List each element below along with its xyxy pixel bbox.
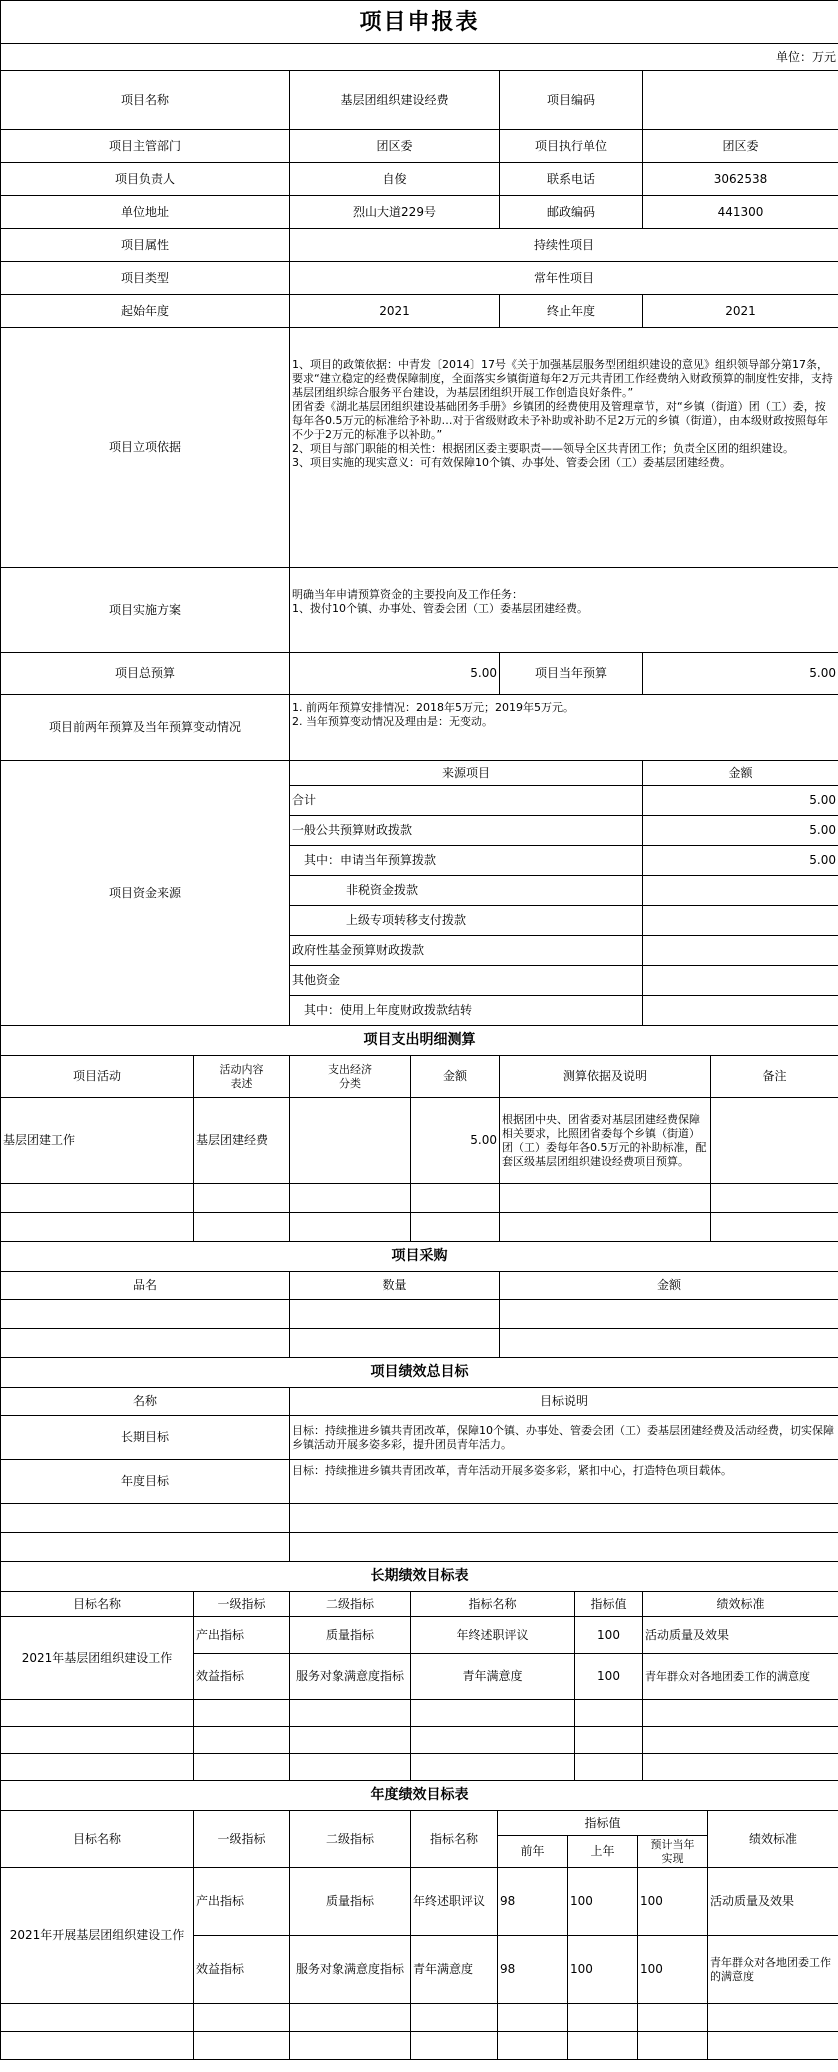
zip-label: 邮政编码: [500, 196, 643, 229]
basic-info-table: [0, 0, 838, 761]
table-row: [1, 1727, 838, 1754]
fund-row-name: 政府性基金预算财政拨款: [290, 936, 643, 966]
expense-header: 金额: [411, 1056, 500, 1098]
year-perf-title: 年度绩效目标表: [1, 1781, 838, 1811]
year-perf-v2: 100: [568, 1868, 638, 1936]
expense-activity: 基层团建工作: [1, 1098, 194, 1184]
fund-row-amount: [643, 936, 838, 966]
fund-row-amount: [643, 906, 838, 936]
year-perf-std: 青年群众对各地团委工作的满意度: [708, 1936, 838, 2004]
long-perf-l2: 质量指标: [290, 1617, 411, 1654]
long-perf-header: 一级指标: [194, 1592, 290, 1617]
purchase-header: 品名: [1, 1272, 290, 1300]
basis-text: 1、项目的政策依据：中青发〔2014〕17号《关于加强基层服务型团组织建设的意见》组织领导部分第17条，要求“建立稳定的经费保障制度，全面落实乡镇街道每年2万元共青团工作经费纳入财政预算的制度性安排，支持基层团组织综合服务平台建设，为基层团组织开展工作创造良好条件。” 团省委《湖北基层团组织建设基础团务手册》乡镇团的经费使用及管理章节，对“乡镇（街道）团（工）委，按每年各0.5万元的标准给予补助…对于省级财政未予补助或补助不足2万元的乡镇（街道），由本级财政按照每年不少于2万元的标准予以补助。” 2、项目与部门职能的相关性：根据团区委主要职责——领导全区共青团工作；负责全区团的组织建设。 3、项目实施的现实意义：可有效保障10个镇、办事处、管委会团（工）委基层团建经费。: [290, 328, 838, 568]
long-goal-label: 长期目标: [1, 1416, 290, 1460]
end-year: 2021: [643, 295, 838, 328]
year-perf-name: 青年满意度: [411, 1936, 498, 2004]
year-perf-l1: 产出指标: [194, 1868, 290, 1936]
owner-label: 项目负责人: [1, 163, 290, 196]
year-perf-table: [0, 1780, 838, 2060]
long-perf-name: 年终述职评议: [411, 1617, 575, 1654]
long-perf-title: 长期绩效目标表: [1, 1562, 838, 1592]
expense-header: 活动内容 表述: [194, 1056, 290, 1098]
type-label: 项目类型: [1, 262, 290, 295]
year-perf-name: 年终述职评议: [411, 1868, 498, 1936]
fund-row-amount: [643, 996, 838, 1026]
total-budget: 5.00: [290, 653, 500, 695]
year-perf-v3: 100: [638, 1936, 708, 2004]
long-perf-std: 青年群众对各地团委工作的满意度: [643, 1654, 838, 1700]
fund-row-name: 一般公共预算财政拨款: [290, 816, 643, 846]
expense-amount: 5.00: [411, 1098, 500, 1184]
phone-label: 联系电话: [500, 163, 643, 196]
year-perf-header: 目标名称: [1, 1811, 194, 1868]
year-perf-v2: 100: [568, 1936, 638, 2004]
purchase-table: [0, 1241, 838, 1358]
fund-row-name: 合计: [290, 786, 643, 816]
perf-title: 项目绩效总目标: [1, 1358, 838, 1388]
long-perf-header: 指标名称: [411, 1592, 575, 1617]
prev-budget-text: 1. 前两年预算安排情况：2018年5万元；2019年5万元。 2. 当年预算变动情况及理由是：无变动。: [290, 695, 838, 761]
phone-value: 3062538: [643, 163, 838, 196]
year-perf-header: 指标名称: [411, 1811, 498, 1868]
table-row: [1, 2032, 838, 2060]
year-perf-l2: 质量指标: [290, 1868, 411, 1936]
prev-budget-label: 项目前两年预算及当年预算变动情况: [1, 695, 290, 761]
perf-desc-head: 目标说明: [290, 1388, 838, 1416]
dept-label: 项目主管部门: [1, 130, 290, 163]
current-budget-label: 项目当年预算: [500, 653, 643, 695]
year-perf-header: 绩效标准: [708, 1811, 838, 1868]
long-perf-table: [0, 1561, 838, 1781]
year-perf-v3: 100: [638, 1868, 708, 1936]
year-perf-header: 二级指标: [290, 1811, 411, 1868]
table-row: [1, 2004, 838, 2032]
long-perf-std: 活动质量及效果: [643, 1617, 838, 1654]
expense-header: 项目活动: [1, 1056, 194, 1098]
long-perf-header: 指标值: [575, 1592, 643, 1617]
expense-basis: 根据团中央、团省委对基层团建经费保障相关要求，比照团省委每个乡镇（街道）团（工）委每年各0.5万元的补助标准，配套区级基层团组织建设经费项目预算。: [500, 1098, 711, 1184]
fund-row-amount: 5.00: [643, 786, 838, 816]
fund-row-name: 其他资金: [290, 966, 643, 996]
fund-row-amount: [643, 876, 838, 906]
expense-category: [290, 1098, 411, 1184]
exec-value: 团区委: [643, 130, 838, 163]
long-perf-l1: 产出指标: [194, 1617, 290, 1654]
start-year-label: 起始年度: [1, 295, 290, 328]
fund-row-name: 上级专项转移支付拨款: [290, 906, 643, 936]
end-year-label: 终止年度: [500, 295, 643, 328]
year-perf-std: 活动质量及效果: [708, 1868, 838, 1936]
attr-label: 项目属性: [1, 229, 290, 262]
year-perf-subheader: 上年: [568, 1836, 638, 1868]
table-row: [1, 1329, 838, 1358]
expense-header: 支出经济 分类: [290, 1056, 411, 1098]
expense-header: 备注: [711, 1056, 838, 1098]
addr-value: 烈山大道229号: [290, 196, 500, 229]
addr-label: 单位地址: [1, 196, 290, 229]
fund-row-name: 非税资金拨款: [290, 876, 643, 906]
year-perf-goal: 2021年开展基层团组织建设工作: [1, 1868, 194, 2004]
perf-name-head: 名称: [1, 1388, 290, 1416]
long-perf-header: 目标名称: [1, 1592, 194, 1617]
project-name-label: 项目名称: [1, 71, 290, 130]
start-year: 2021: [290, 295, 500, 328]
funds-label: 项目资金来源: [1, 761, 290, 1026]
unit-label: 单位：万元: [1, 44, 838, 71]
basis-label: 项目立项依据: [1, 328, 290, 568]
purchase-header: 数量: [290, 1272, 500, 1300]
long-perf-value: 100: [575, 1654, 643, 1700]
owner-value: 自俊: [290, 163, 500, 196]
type-value: 常年性项目: [290, 262, 838, 295]
exec-label: 项目执行单位: [500, 130, 643, 163]
table-row: [1, 1184, 838, 1213]
fund-row-amount: 5.00: [643, 816, 838, 846]
expense-content: 基层团建经费: [194, 1098, 290, 1184]
fund-row-name: 其中：申请当年预算拨款: [290, 846, 643, 876]
long-perf-value: 100: [575, 1617, 643, 1654]
expense-table: [0, 1025, 838, 1242]
year-goal-label: 年度目标: [1, 1460, 290, 1504]
funds-head-amount: 金额: [643, 761, 838, 786]
funds-table: [0, 760, 838, 1026]
table-row: [1, 1533, 838, 1562]
project-name: 基层团组织建设经费: [290, 71, 500, 130]
year-perf-l2: 服务对象满意度指标: [290, 1936, 411, 2004]
long-perf-l1: 效益指标: [194, 1654, 290, 1700]
plan-text: 明确当年申请预算资金的主要投向及工作任务： 1、拨付10个镇、办事处、管委会团（工）委基层团建经费。: [290, 568, 838, 653]
attr-value: 持续性项目: [290, 229, 838, 262]
year-perf-header: 一级指标: [194, 1811, 290, 1868]
project-code: [643, 71, 838, 130]
fund-row-name: 其中：使用上年度财政拨款结转: [290, 996, 643, 1026]
dept-value: 团区委: [290, 130, 500, 163]
long-perf-header: 二级指标: [290, 1592, 411, 1617]
purchase-title: 项目采购: [1, 1242, 838, 1272]
long-perf-goal: 2021年基层团组织建设工作: [1, 1617, 194, 1700]
year-goal-text: 目标：持续推进乡镇共青团改革，青年活动开展多姿多彩，紧扣中心，打造特色项目载体。: [290, 1460, 838, 1504]
funds-head-source: 来源项目: [290, 761, 643, 786]
table-row: [1, 1754, 838, 1781]
fund-row-amount: [643, 966, 838, 996]
expense-note: [711, 1098, 838, 1184]
long-perf-header: 绩效标准: [643, 1592, 838, 1617]
zip-value: 441300: [643, 196, 838, 229]
performance-goal-table: [0, 1357, 838, 1562]
project-code-label: 项目编码: [500, 71, 643, 130]
year-perf-subheader: 预计当年 实现: [638, 1836, 708, 1868]
purchase-header: 金额: [500, 1272, 838, 1300]
year-perf-l1: 效益指标: [194, 1936, 290, 2004]
current-budget: 5.00: [643, 653, 838, 695]
plan-label: 项目实施方案: [1, 568, 290, 653]
long-goal-text: 目标：持续推进乡镇共青团改革，保障10个镇、办事处、管委会团（工）委基层团建经费及活动经费，切实保障乡镇活动开展多姿多彩，提升团员青年活力。: [290, 1416, 838, 1460]
table-row: [1, 1504, 838, 1533]
year-perf-header: 指标值: [498, 1811, 708, 1836]
table-row: [1, 1300, 838, 1329]
year-perf-v1: 98: [498, 1868, 568, 1936]
total-budget-label: 项目总预算: [1, 653, 290, 695]
expense-header: 测算依据及说明: [500, 1056, 711, 1098]
table-row: [1, 1213, 838, 1242]
long-perf-l2: 服务对象满意度指标: [290, 1654, 411, 1700]
long-perf-name: 青年满意度: [411, 1654, 575, 1700]
form-title: 项目申报表: [1, 1, 838, 44]
fund-row-amount: 5.00: [643, 846, 838, 876]
year-perf-subheader: 前年: [498, 1836, 568, 1868]
expense-title: 项目支出明细测算: [1, 1026, 838, 1056]
table-row: [1, 1700, 838, 1727]
year-perf-v1: 98: [498, 1936, 568, 2004]
